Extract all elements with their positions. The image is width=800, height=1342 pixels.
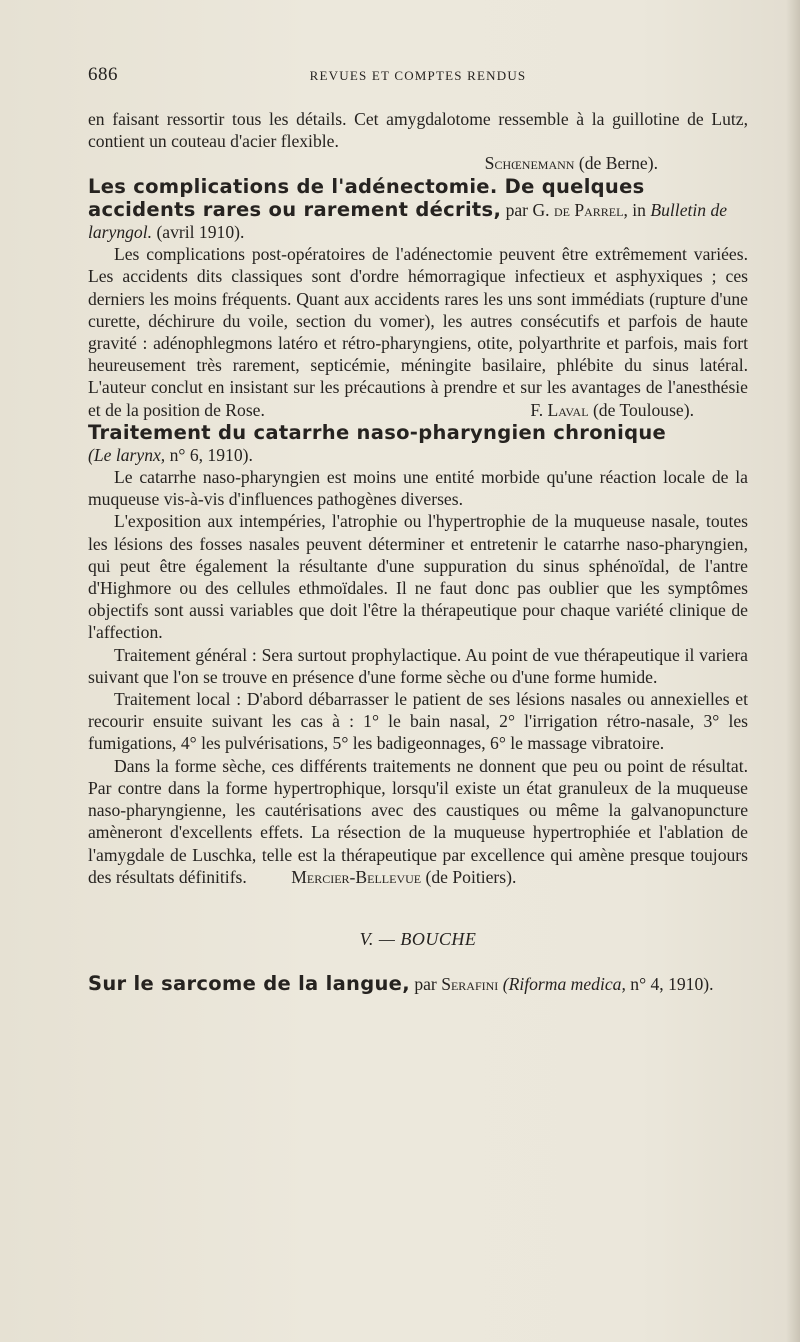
paragraph-amygdalotome: en faisant ressortir tous les détails. Cet amygdalotome ressemble à la guillotine de Lutz, contient un couteau d'acier flexible. (88, 109, 748, 152)
article-by: par G. (505, 199, 550, 220)
running-title: REVUES ET COMPTES RENDUS (309, 68, 527, 83)
paragraph-forme-seche (88, 755, 748, 888)
article-title: Sur le sarcome de la langue, (88, 972, 410, 996)
article-date: n° 4, 1910). (630, 974, 714, 995)
signature-laval (504, 399, 748, 421)
signature-name: Laval (547, 399, 589, 420)
page-edge-shadow (786, 0, 800, 1342)
article-source: (Riforma medica, (502, 974, 626, 995)
signature-place: (de Toulouse). (592, 399, 694, 420)
section-heading-bouche: V. — BOUCHE (359, 928, 477, 949)
signature-initial: F. (530, 399, 544, 420)
article-author: de Parrel, (553, 199, 628, 220)
article-title: Les complications de l'adénectomie. De quelques accidents rares ou rarement décrits, (88, 174, 645, 221)
article-source: Bulletin de laryngol. (88, 199, 728, 243)
signature-schoenemann (88, 152, 748, 174)
paragraph-traitement-general: Traitement général : Sera surtout prophylactique. Au point de vue thérapeutique il variera suivant que l'on se trouve en présence d'une forme sèche ou d'une forme humide. (88, 644, 748, 687)
signature-name: Schœnemann (484, 153, 575, 174)
article-source-line (88, 444, 748, 466)
article-source: (Le larynx, (88, 444, 166, 465)
article-by: par (414, 974, 437, 995)
signature-place: (de Poitiers). (425, 866, 517, 887)
signature-place: (de Berne). (578, 153, 658, 174)
paragraph-text: Les complications post-opératoires de l'adénectomie peuvent être extrêmement variées. Les accidents dits classiques sont d'ordre hémorragique infectieux et asphyxiques ; ces derniers les moins fréquents. Quant aux accidents rares les uns sont immédiats (rupture d'une curette, déchirure du voile, section du vomer), les autres consécutifs et parfois de haute gravité : adénophlegmons latéro et rétro-pharyngiens, otite, polyarthrite et parfois, mais fort heureusement très rarement, septicémie, méningite basilaire, phlébite du sinus latéral. L'auteur conclut en insistant sur les précautions à prendre et sur les avantages de l'anesthésie et de la position de Rose. (88, 244, 748, 420)
page-header (88, 64, 748, 90)
paragraph-traitement-local: Traitement local : D'abord débarrasser le patient de ses lésions nasales ou annexielles et recourir ensuite suivant les cas à : 1° le bain nasal, 2° l'irrigation rétro-nasale, 3° les fumigations, 4° les pulvérisations, 5° les badigeonnages, 6° le massage vibratoire. (88, 689, 748, 754)
article-in: in (632, 199, 646, 220)
signature-mercier (251, 867, 516, 887)
page-number: 686 (88, 64, 118, 85)
article-author: Serafini (441, 974, 499, 995)
paragraph-text: Dans la forme sèche, ces différents traitements ne donnent que peu ou point de résultat. Par contre dans la forme hypertrophique, lorsqu'il existe un état granuleux de la muqueuse naso-pharyngienne, les cautérisations avec des caustiques ou même la galvanopuncture amèneront d'excellents effets. La résection de la muqueuse hypertrophiée et l'ablation de l'amygdale de Luschka, telle est la thérapeutique par excellence qui amène presque toujours des résultats définitifs. (88, 755, 748, 887)
article-title-catarrhe: Traitement du catarrhe naso-pharyngien chronique (88, 420, 667, 444)
paragraph-complications (88, 243, 748, 421)
signature-name: Mercier-Bellevue (291, 866, 422, 887)
paragraph-exposition: L'exposition aux intempéries, l'atrophie ou l'hypertrophie de la muqueuse nasale, toutes les lésions des fosses nasales peuvent déterminer et entretenir le catarrhe naso-pharyngien, qui peut être également la résultante d'une suppuration du sinus sphénoïdal, de l'antre d'Highmore ou des cellules ethmoïdales. Il ne faut donc pas oublier que les symptômes objectifs sont aussi variables que doit l'être la thérapeutique pour chaque variété clinique de l'affection. (88, 511, 748, 643)
article-date: n° 6, 1910). (169, 444, 253, 465)
paragraph-entite: Le catarrhe naso-pharyngien est moins une entité morbide qu'une réaction locale de la muqueuse vis-à-vis d'influences pathogènes diverses. (88, 467, 748, 510)
page-content (88, 108, 748, 995)
article-date: (avril 1910). (156, 222, 245, 243)
